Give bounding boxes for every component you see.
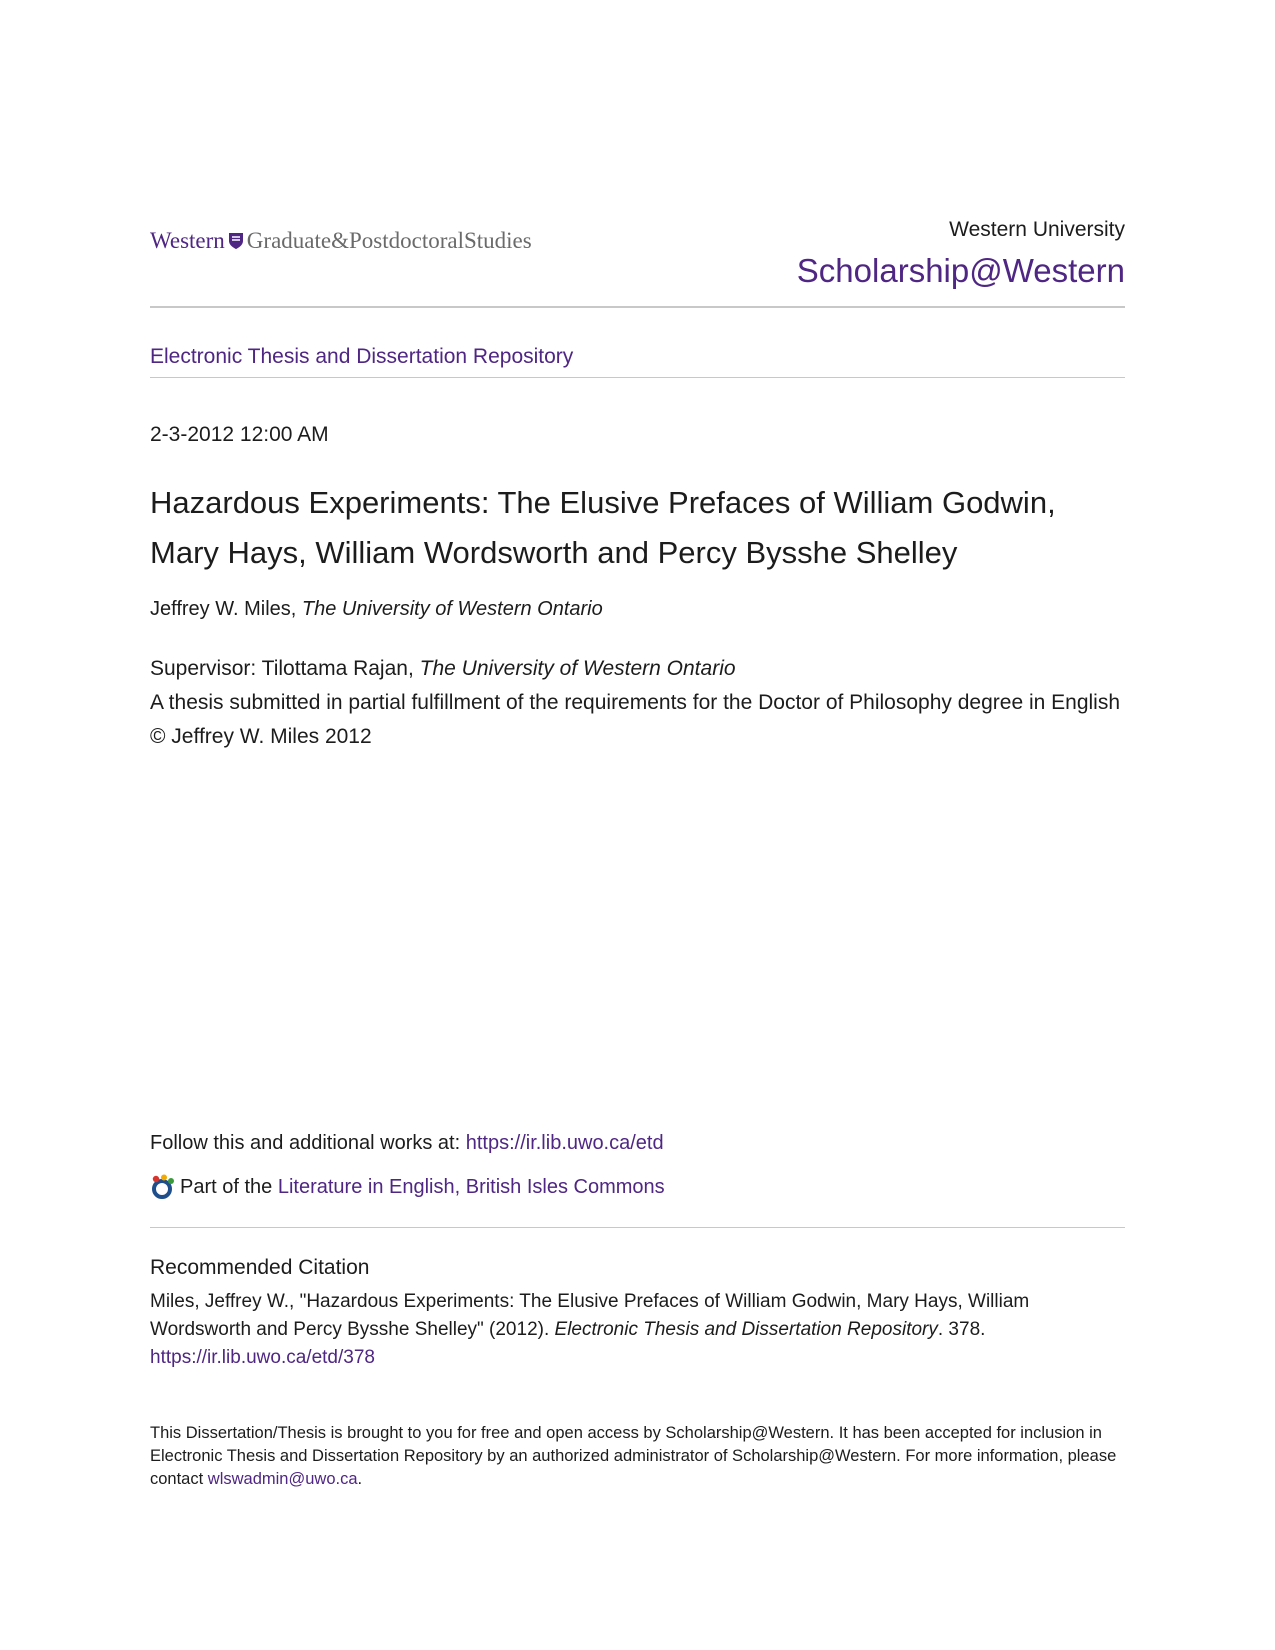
part-of-line bbox=[150, 1174, 1125, 1200]
site-name[interactable]: Scholarship@Western bbox=[796, 252, 1125, 289]
divider bbox=[150, 306, 1125, 308]
citation-repository: Electronic Thesis and Dissertation Repository bbox=[554, 1319, 938, 1340]
divider bbox=[150, 377, 1125, 378]
divider bbox=[150, 1227, 1125, 1228]
citation-heading: Recommended Citation bbox=[150, 1256, 370, 1279]
author-affiliation: The University of Western Ontario bbox=[301, 598, 603, 620]
university-name: Western University bbox=[949, 218, 1125, 241]
logo-text: Graduate&PostdoctoralStudies bbox=[246, 228, 532, 253]
repository-link[interactable]: Electronic Thesis and Dissertation Repository bbox=[150, 345, 574, 368]
access-notice bbox=[150, 1422, 1125, 1491]
author-line bbox=[150, 598, 1125, 621]
author-name: Jeffrey W. Miles, bbox=[150, 598, 297, 620]
follow-line bbox=[150, 1132, 1125, 1155]
supervisor-line bbox=[150, 652, 1125, 686]
contact-email-link[interactable]: wlswadmin@uwo.ca bbox=[207, 1470, 358, 1488]
citation-body: Miles, Jeffrey W., "Hazardous Experiments: The Elusive Prefaces of William Godwin, Mary Hays, William Wordsworth and Percy Bysshe Shelley" (2012). bbox=[150, 1291, 1030, 1340]
commons-network-icon bbox=[150, 1174, 176, 1200]
citation-text bbox=[150, 1288, 1125, 1372]
graduate-studies-logo[interactable] bbox=[150, 228, 532, 254]
commons-link[interactable]: Literature in English, British Isles Commons bbox=[277, 1175, 665, 1198]
logo-word: Western bbox=[150, 228, 225, 253]
degree-text: A thesis submitted in partial fulfillment of the requirements for the Doctor of Philosophy degree in English bbox=[150, 691, 1121, 714]
supervisor-name: Supervisor: Tilottama Rajan, bbox=[150, 657, 414, 680]
publication-date: 2-3-2012 12:00 AM bbox=[150, 423, 329, 446]
repository-url-link[interactable]: https://ir.lib.uwo.ca/etd bbox=[465, 1132, 664, 1154]
thesis-meta bbox=[150, 652, 1125, 754]
access-notice-text: This Dissertation/Thesis is brought to you for free and open access by Scholarship@Western. It has been accepted for inclusion in Electronic Thesis and Dissertation Repository by an authorized administrator of Scholarship@Western. For more information, please contact bbox=[150, 1424, 1117, 1488]
copyright: © Jeffrey W. Miles 2012 bbox=[150, 725, 372, 748]
part-of-label: Part of the bbox=[180, 1175, 273, 1198]
thesis-title: Hazardous Experiments: The Elusive Prefaces of William Godwin, Mary Hays, William Wordsworth and Percy Bysshe Shelley bbox=[150, 485, 1056, 570]
supervisor-affiliation: The University of Western Ontario bbox=[419, 657, 736, 680]
header-brand bbox=[797, 218, 1125, 290]
access-notice-end: . bbox=[357, 1470, 363, 1488]
follow-label: Follow this and additional works at: bbox=[150, 1132, 461, 1154]
citation-url-link[interactable]: https://ir.lib.uwo.ca/etd/378 bbox=[150, 1347, 375, 1368]
citation-number: . 378. bbox=[937, 1319, 986, 1340]
crest-icon bbox=[227, 231, 245, 251]
